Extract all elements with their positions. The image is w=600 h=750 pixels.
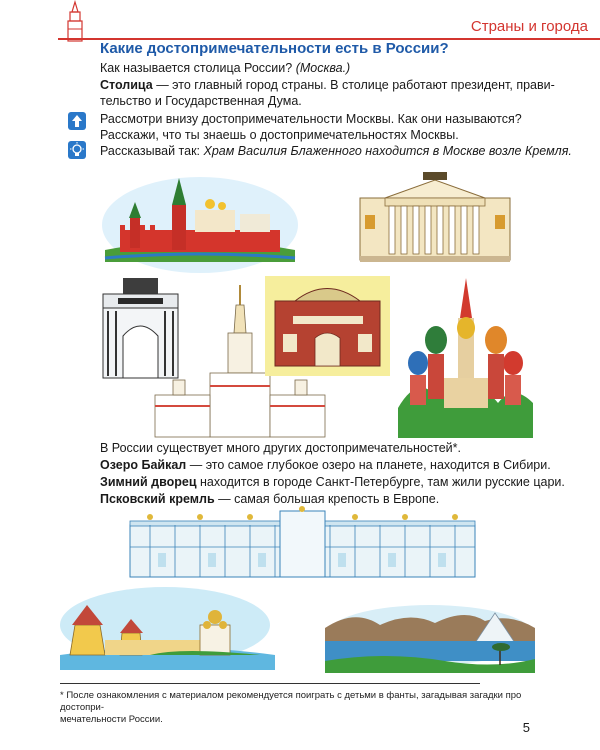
footnote-divider — [60, 683, 480, 684]
pskov-kremlin-illustration — [60, 585, 275, 670]
winter-palace-illustration — [130, 507, 475, 582]
task-line-1: Рассмотри внизу достопримечательности Москвы. Как они называются? — [100, 112, 522, 126]
page-heading: Какие достопримечательности есть в России? — [100, 40, 449, 57]
example-prefix: Рассказывай так: — [100, 144, 204, 158]
kremlin-tower-icon — [64, 2, 86, 42]
sight-text: находится в городе Санкт-Петербурге, там жили русские цари. — [196, 475, 565, 489]
sight-winter-palace — [100, 474, 590, 490]
footnote — [60, 690, 550, 726]
tretyakov-gallery-illustration — [265, 276, 390, 376]
sight-baikal — [100, 457, 590, 473]
bolshoi-theatre-illustration — [355, 170, 515, 265]
footnote-line-2: мечательности России. — [60, 714, 163, 725]
sight-term: Псковский кремль — [100, 492, 215, 506]
question-line — [100, 60, 350, 76]
page-number: 5 — [522, 720, 530, 735]
section-title: Страны и города — [470, 18, 588, 35]
footnote-line-1: * После ознакомления с материалом рекомендуется поиграть с детьми в фанты, загадывая загадки про достопри- — [60, 690, 522, 713]
capital-definition — [100, 77, 570, 109]
lightbulb-icon — [68, 141, 86, 159]
sight-term: Озеро Байкал — [100, 458, 187, 472]
st-basils-cathedral-illustration — [398, 278, 533, 438]
example-italic: Храм Василия Блаженного находится в Москве возле Кремля. — [203, 144, 572, 158]
arrow-up-icon — [68, 112, 86, 130]
sight-pskov-kremlin — [100, 491, 590, 507]
task-text — [100, 111, 570, 143]
capital-definition-text: — это главный город страны. В столице работают президент, прави- — [152, 78, 555, 92]
capital-term: Столица — [100, 78, 153, 92]
task-line-2: Расскажи, что ты знаешь о достопримечательностях Москвы. — [100, 128, 459, 142]
sight-text: — это самое глубокое озеро на планете, находится в Сибири. — [186, 458, 551, 472]
question-text: Как называется столица России? — [100, 61, 293, 75]
sight-text: — самая большая крепость в Европе. — [214, 492, 440, 506]
example-text — [100, 143, 580, 159]
other-sights-intro: В России существует много других достопримечательностей*. — [100, 441, 461, 455]
question-answer: (Москва.) — [295, 61, 351, 75]
sight-term: Зимний дворец — [100, 475, 197, 489]
kremlin-illustration — [100, 170, 300, 275]
lake-baikal-illustration — [325, 603, 535, 673]
capital-definition-text-2: тельство и Государственная Дума. — [100, 94, 302, 108]
